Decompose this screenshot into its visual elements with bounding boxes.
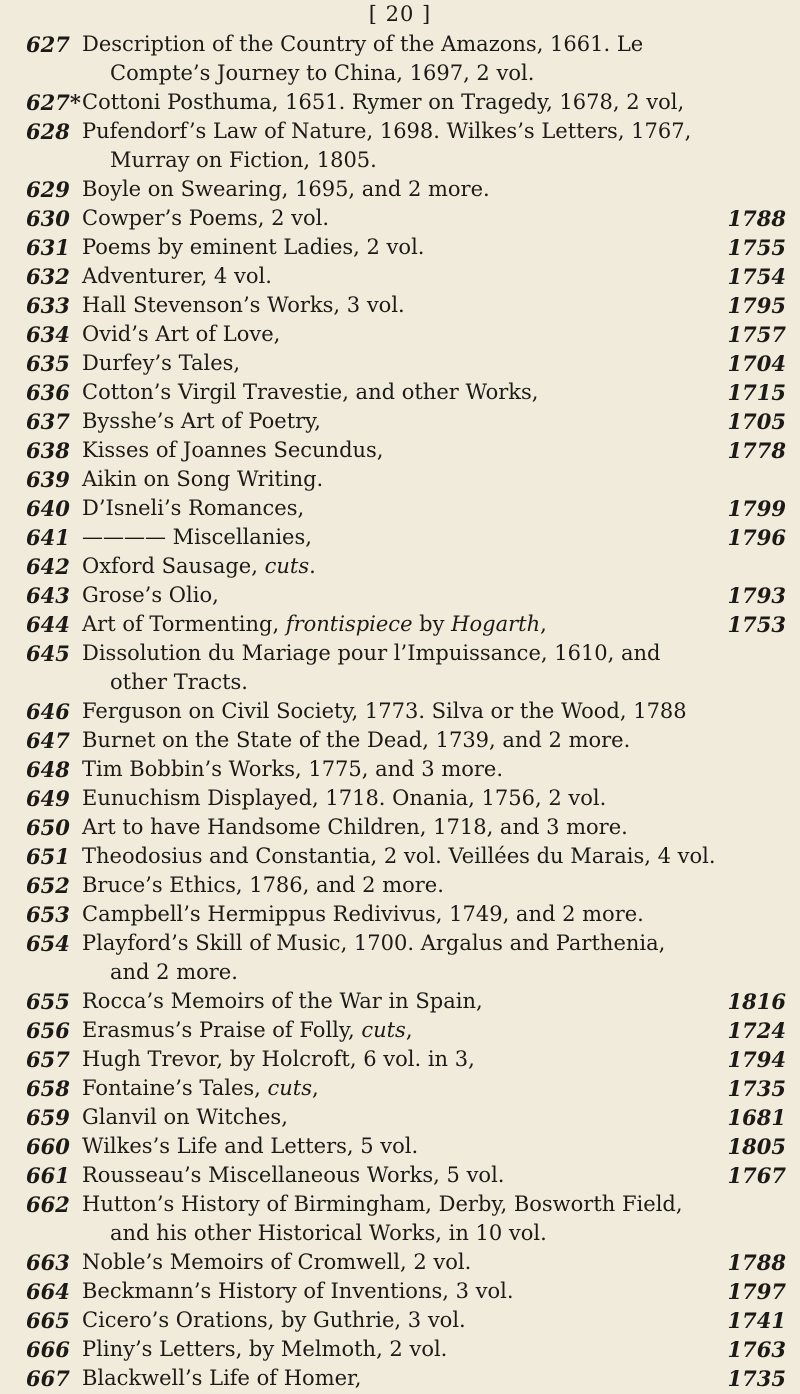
entry-title xyxy=(0,117,800,175)
lot-number: 660 xyxy=(26,1134,70,1159)
entry-title-text: Rocca’s Memoirs of the War in Spain, xyxy=(82,989,483,1013)
entry-continuation: other Tracts. xyxy=(110,670,248,694)
entry-title-text: Aikin on Song Writing. xyxy=(82,467,324,491)
page-number: [ 20 ] xyxy=(368,2,432,26)
entry-title xyxy=(0,204,800,233)
catalogue-entry xyxy=(0,784,800,813)
entry-title-text: Pufendorf’s Law of Nature, 1698. Wilkes’s Letters, 1767, xyxy=(82,119,692,143)
catalogue-entry xyxy=(0,262,800,291)
catalogue-entry xyxy=(0,320,800,349)
lot-number: 664 xyxy=(26,1279,70,1304)
entry-title xyxy=(0,581,800,610)
lot-number: 657 xyxy=(26,1047,70,1072)
lot-number: 627 xyxy=(26,32,70,57)
catalogue-entry xyxy=(0,987,800,1016)
lot-number: 631 xyxy=(26,235,70,260)
entry-year: 1681 xyxy=(727,1105,786,1130)
entry-title-text: Oxford Sausage, cuts. xyxy=(82,554,316,578)
entry-title xyxy=(0,871,800,900)
entry-title xyxy=(0,233,800,262)
entry-year: 1788 xyxy=(727,206,786,231)
catalogue-entry xyxy=(0,610,800,639)
entry-title xyxy=(0,349,800,378)
entry-title xyxy=(0,552,800,581)
catalogue-entry xyxy=(0,1103,800,1132)
catalogue-entry xyxy=(0,291,800,320)
lot-number: 659 xyxy=(26,1105,70,1130)
entry-title-text: Poems by eminent Ladies, 2 vol. xyxy=(82,235,425,259)
entry-title-text: Glanvil on Witches, xyxy=(82,1105,288,1129)
entry-title-text: ———— Miscellanies, xyxy=(82,525,312,549)
entry-title-text: Bysshe’s Art of Poetry, xyxy=(82,409,321,433)
entry-year: 1794 xyxy=(727,1047,786,1072)
lot-number: 632 xyxy=(26,264,70,289)
entries-list xyxy=(0,30,800,1393)
entry-continuation: Murray on Fiction, 1805. xyxy=(110,148,377,172)
entry-title-text: Fontaine’s Tales, cuts, xyxy=(82,1076,319,1100)
entry-title xyxy=(0,1045,800,1074)
entry-title-text: Ovid’s Art of Love, xyxy=(82,322,281,346)
entry-title-text: Boyle on Swearing, 1695, and 2 more. xyxy=(82,177,490,201)
entry-title xyxy=(0,987,800,1016)
lot-number: 627* xyxy=(26,90,81,115)
entry-title-text: Kisses of Joannes Secundus, xyxy=(82,438,384,462)
lot-number: 656 xyxy=(26,1018,70,1043)
lot-number: 646 xyxy=(26,699,70,724)
entry-title xyxy=(0,436,800,465)
lot-number: 663 xyxy=(26,1250,70,1275)
catalogue-entry xyxy=(0,1016,800,1045)
entry-title-text: Hutton’s History of Birmingham, Derby, Bosworth Field, xyxy=(82,1192,683,1216)
entry-year: 1797 xyxy=(727,1279,786,1304)
lot-number: 640 xyxy=(26,496,70,521)
catalogue-entry xyxy=(0,1277,800,1306)
entry-title-text: Theodosius and Constantia, 2 vol. Veillées du Marais, 4 vol. xyxy=(82,844,716,868)
catalogue-entry xyxy=(0,204,800,233)
entry-title-text: Grose’s Olio, xyxy=(82,583,219,607)
entry-year: 1741 xyxy=(727,1308,786,1333)
entry-title xyxy=(0,726,800,755)
lot-number: 638 xyxy=(26,438,70,463)
entry-title-text: Blackwell’s Life of Homer, xyxy=(82,1366,362,1390)
entry-title-text: Wilkes’s Life and Letters, 5 vol. xyxy=(82,1134,419,1158)
catalogue-entry xyxy=(0,1132,800,1161)
lot-number: 649 xyxy=(26,786,70,811)
entry-year: 1795 xyxy=(727,293,786,318)
lot-number: 667 xyxy=(26,1366,70,1391)
lot-number: 634 xyxy=(26,322,70,347)
lot-number: 645 xyxy=(26,641,70,666)
catalogue-entry xyxy=(0,465,800,494)
entry-title xyxy=(0,610,800,639)
catalogue-entry xyxy=(0,726,800,755)
entry-title xyxy=(0,175,800,204)
catalogue-entry xyxy=(0,755,800,784)
catalogue-entry xyxy=(0,1364,800,1393)
entry-title xyxy=(0,697,800,726)
entry-title xyxy=(0,465,800,494)
catalogue-entry xyxy=(0,1074,800,1103)
entry-year: 1767 xyxy=(727,1163,786,1188)
catalogue-entry xyxy=(0,581,800,610)
entry-title-text: Durfey’s Tales, xyxy=(82,351,241,375)
lot-number: 637 xyxy=(26,409,70,434)
entry-year: 1735 xyxy=(727,1366,786,1391)
entry-title xyxy=(0,813,800,842)
lot-number: 636 xyxy=(26,380,70,405)
lot-number: 630 xyxy=(26,206,70,231)
entry-title-text: Campbell’s Hermippus Redivivus, 1749, and 2 more. xyxy=(82,902,644,926)
entry-title xyxy=(0,523,800,552)
entry-title xyxy=(0,1074,800,1103)
entry-year: 1799 xyxy=(727,496,786,521)
entry-title xyxy=(0,1190,800,1248)
entry-year: 1805 xyxy=(727,1134,786,1159)
entry-title xyxy=(0,1103,800,1132)
catalogue-entry xyxy=(0,88,800,117)
lot-number: 643 xyxy=(26,583,70,608)
entry-title xyxy=(0,291,800,320)
catalogue-entry xyxy=(0,1248,800,1277)
lot-number: 629 xyxy=(26,177,70,202)
catalogue-entry xyxy=(0,436,800,465)
entry-title-text: Tim Bobbin’s Works, 1775, and 3 more. xyxy=(82,757,504,781)
entry-year: 1788 xyxy=(727,1250,786,1275)
entry-title xyxy=(0,320,800,349)
entry-title-text: Cottoni Posthuma, 1651. Rymer on Tragedy, 1678, 2 vol, xyxy=(82,90,685,114)
entry-title-text: Burnet on the State of the Dead, 1739, and 2 more. xyxy=(82,728,631,752)
lot-number: 633 xyxy=(26,293,70,318)
entry-title-text: Pliny’s Letters, by Melmoth, 2 vol. xyxy=(82,1337,448,1361)
entry-title xyxy=(0,900,800,929)
catalogue-entry xyxy=(0,175,800,204)
entry-title-text: Art to have Handsome Children, 1718, and 3 more. xyxy=(82,815,628,839)
entry-title-text: Playford’s Skill of Music, 1700. Argalus and Parthenia, xyxy=(82,931,666,955)
lot-number: 653 xyxy=(26,902,70,927)
catalogue-entry xyxy=(0,233,800,262)
lot-number: 628 xyxy=(26,119,70,144)
entry-title xyxy=(0,755,800,784)
lot-number: 650 xyxy=(26,815,70,840)
entry-title xyxy=(0,842,800,871)
entry-title-text: Beckmann’s History of Inventions, 3 vol. xyxy=(82,1279,514,1303)
entry-title xyxy=(0,1132,800,1161)
entry-title-text: Erasmus’s Praise of Folly, cuts, xyxy=(82,1018,413,1042)
catalogue-entry xyxy=(0,494,800,523)
entry-title xyxy=(0,494,800,523)
catalogue-entry xyxy=(0,639,800,697)
entry-year: 1778 xyxy=(727,438,786,463)
catalogue-entry xyxy=(0,813,800,842)
entry-title xyxy=(0,88,800,117)
entry-title-text: Noble’s Memoirs of Cromwell, 2 vol. xyxy=(82,1250,472,1274)
lot-number: 644 xyxy=(26,612,70,637)
catalogue-entry xyxy=(0,1161,800,1190)
entry-year: 1715 xyxy=(727,380,786,405)
entry-title xyxy=(0,1016,800,1045)
entry-title xyxy=(0,378,800,407)
entry-year: 1816 xyxy=(727,989,786,1014)
catalogue-entry xyxy=(0,842,800,871)
entry-title xyxy=(0,929,800,987)
lot-number: 652 xyxy=(26,873,70,898)
lot-number: 641 xyxy=(26,525,70,550)
entry-year: 1735 xyxy=(727,1076,786,1101)
entry-title-text: Eunuchism Displayed, 1718. Onania, 1756, 2 vol. xyxy=(82,786,607,810)
entry-year: 1724 xyxy=(727,1018,786,1043)
entry-title-text: Description of the Country of the Amazons, 1661. Le xyxy=(82,32,644,56)
entry-title xyxy=(0,262,800,291)
entry-year: 1754 xyxy=(727,264,786,289)
catalogue-entry xyxy=(0,697,800,726)
lot-number: 642 xyxy=(26,554,70,579)
catalogue-entry xyxy=(0,1335,800,1364)
lot-number: 651 xyxy=(26,844,70,869)
entry-title-text: Hall Stevenson’s Works, 3 vol. xyxy=(82,293,405,317)
lot-number: 665 xyxy=(26,1308,70,1333)
entry-year: 1763 xyxy=(727,1337,786,1362)
entry-continuation: and his other Historical Works, in 10 vol. xyxy=(110,1221,547,1245)
entry-title-text: Art of Tormenting, frontispiece by Hogarth, xyxy=(82,612,547,636)
entry-title xyxy=(0,784,800,813)
entry-title xyxy=(0,1161,800,1190)
catalogue-entry xyxy=(0,1306,800,1335)
catalogue-entry xyxy=(0,378,800,407)
catalogue-entry xyxy=(0,929,800,987)
lot-number: 662 xyxy=(26,1192,70,1217)
entry-year: 1796 xyxy=(727,525,786,550)
entry-year: 1704 xyxy=(727,351,786,376)
entry-title-text: Cowper’s Poems, 2 vol. xyxy=(82,206,330,230)
entry-title xyxy=(0,30,800,88)
entry-title xyxy=(0,1248,800,1277)
entry-title-text: Cicero’s Orations, by Guthrie, 3 vol. xyxy=(82,1308,466,1332)
catalogue-entry xyxy=(0,407,800,436)
catalogue-entry xyxy=(0,552,800,581)
entry-title-text: Bruce’s Ethics, 1786, and 2 more. xyxy=(82,873,444,897)
lot-number: 666 xyxy=(26,1337,70,1362)
catalogue-entry xyxy=(0,871,800,900)
lot-number: 654 xyxy=(26,931,70,956)
lot-number: 635 xyxy=(26,351,70,376)
entry-year: 1753 xyxy=(727,612,786,637)
entry-title-text: D’Isneli’s Romances, xyxy=(82,496,305,520)
lot-number: 647 xyxy=(26,728,70,753)
lot-number: 658 xyxy=(26,1076,70,1101)
entry-title-text: Adventurer, 4 vol. xyxy=(82,264,272,288)
lot-number: 648 xyxy=(26,757,70,782)
catalogue-entry xyxy=(0,349,800,378)
entry-year: 1793 xyxy=(727,583,786,608)
catalogue-entry xyxy=(0,523,800,552)
catalogue-entry xyxy=(0,1190,800,1248)
lot-number: 661 xyxy=(26,1163,70,1188)
entry-title-text: Hugh Trevor, by Holcroft, 6 vol. in 3, xyxy=(82,1047,475,1071)
entry-title-text: Ferguson on Civil Society, 1773. Silva or the Wood, 1788 xyxy=(82,699,687,723)
entry-title xyxy=(0,1306,800,1335)
entry-year: 1705 xyxy=(727,409,786,434)
entry-year: 1757 xyxy=(727,322,786,347)
entry-title-text: Dissolution du Mariage pour l’Impuissance, 1610, and xyxy=(82,641,661,665)
entry-continuation: Compte’s Journey to China, 1697, 2 vol. xyxy=(110,61,535,85)
catalogue-entry xyxy=(0,117,800,175)
entry-title xyxy=(0,1335,800,1364)
entry-title xyxy=(0,639,800,697)
entry-title xyxy=(0,1364,800,1393)
catalogue-entry xyxy=(0,900,800,929)
entry-year: 1755 xyxy=(727,235,786,260)
catalogue-entry xyxy=(0,1045,800,1074)
lot-number: 639 xyxy=(26,467,70,492)
entry-continuation: and 2 more. xyxy=(110,960,238,984)
entry-title xyxy=(0,407,800,436)
lot-number: 655 xyxy=(26,989,70,1014)
catalogue-entry xyxy=(0,30,800,88)
entry-title xyxy=(0,1277,800,1306)
entry-title-text: Rousseau’s Miscellaneous Works, 5 vol. xyxy=(82,1163,505,1187)
entry-title-text: Cotton’s Virgil Travestie, and other Works, xyxy=(82,380,539,404)
